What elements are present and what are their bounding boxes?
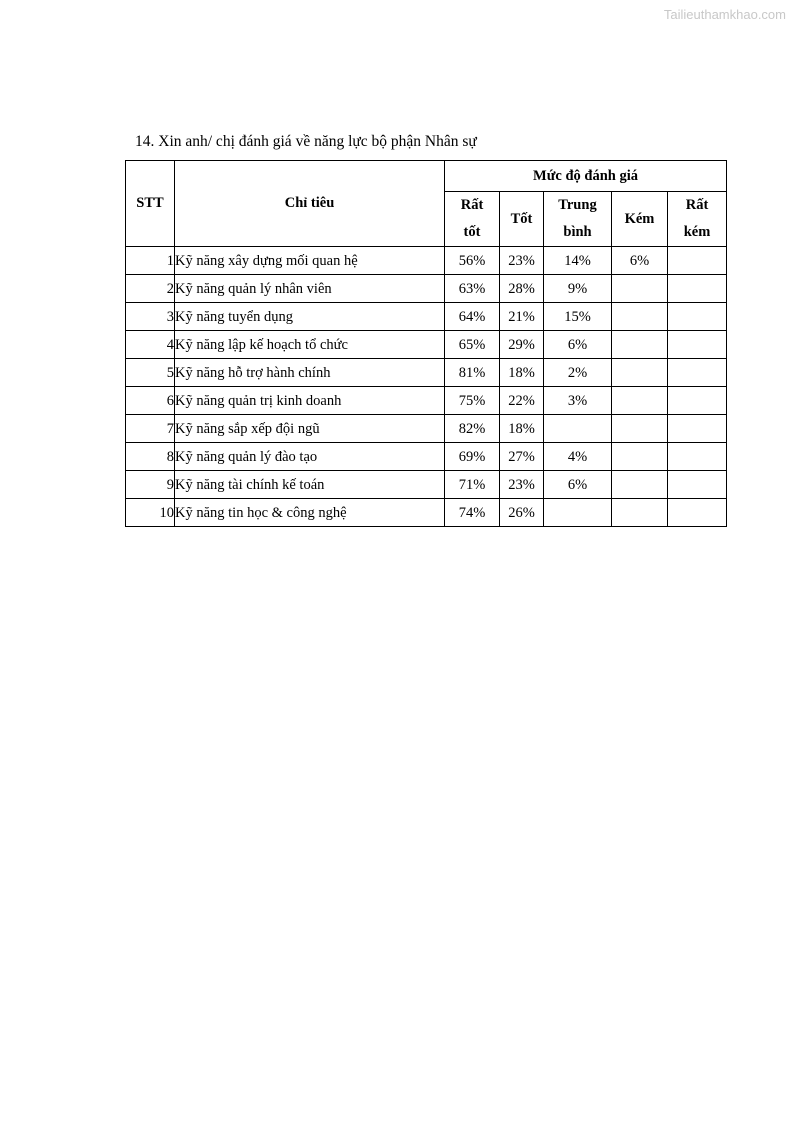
header-level-line: Trung (558, 197, 597, 213)
row-value (668, 331, 727, 359)
row-value (612, 415, 668, 443)
row-value: 69% (445, 443, 500, 471)
row-value (544, 499, 612, 527)
row-value: 23% (500, 247, 544, 275)
row-value (612, 499, 668, 527)
table-row (126, 331, 727, 359)
question-heading: 14. Xin anh/ chị đánh giá về năng lực bộ phận Nhân sự (135, 133, 477, 150)
row-criteria: Kỹ năng quản lý nhân viên (175, 275, 445, 303)
row-value: 71% (445, 471, 500, 499)
table-row (126, 275, 727, 303)
row-value (544, 415, 612, 443)
header-level-good (500, 192, 544, 247)
row-criteria: Kỹ năng tuyển dụng (175, 303, 445, 331)
row-criteria: Kỹ năng quản trị kinh doanh (175, 387, 445, 415)
row-value: 2% (544, 359, 612, 387)
header-level-line: kém (683, 224, 711, 240)
header-level-line: Rất (685, 197, 709, 213)
header-row-group (126, 161, 727, 192)
row-stt: 9 (126, 471, 175, 499)
row-value (668, 275, 727, 303)
row-value: 21% (500, 303, 544, 331)
header-level-very-poor (668, 192, 727, 247)
row-criteria: Kỹ năng tài chính kế toán (175, 471, 445, 499)
row-value (668, 443, 727, 471)
row-value (668, 303, 727, 331)
row-stt: 7 (126, 415, 175, 443)
row-value: 26% (500, 499, 544, 527)
row-value: 18% (500, 359, 544, 387)
row-stt: 8 (126, 443, 175, 471)
header-level-poor (612, 192, 668, 247)
row-value (668, 247, 727, 275)
row-value (612, 471, 668, 499)
row-value: 9% (544, 275, 612, 303)
header-level-line: tốt (463, 224, 481, 240)
row-value: 29% (500, 331, 544, 359)
table-row (126, 415, 727, 443)
header-stt: STT (126, 161, 175, 247)
evaluation-table (125, 160, 727, 527)
row-stt: 10 (126, 499, 175, 527)
header-level-line: Rất (460, 197, 484, 213)
row-value: 18% (500, 415, 544, 443)
row-criteria: Kỹ năng lập kế hoạch tổ chức (175, 331, 445, 359)
row-value: 75% (445, 387, 500, 415)
row-value: 63% (445, 275, 500, 303)
row-value: 56% (445, 247, 500, 275)
row-value: 14% (544, 247, 612, 275)
header-level-line: Kém (624, 210, 655, 227)
row-stt: 5 (126, 359, 175, 387)
row-value: 22% (500, 387, 544, 415)
header-level-very-good (445, 192, 500, 247)
row-criteria: Kỹ năng hỗ trợ hành chính (175, 359, 445, 387)
row-stt: 4 (126, 331, 175, 359)
row-stt: 3 (126, 303, 175, 331)
row-value: 27% (500, 443, 544, 471)
row-value (668, 387, 727, 415)
row-value (612, 359, 668, 387)
table-row (126, 443, 727, 471)
row-stt: 2 (126, 275, 175, 303)
row-criteria: Kỹ năng xây dựng mối quan hệ (175, 247, 445, 275)
row-value (612, 387, 668, 415)
table-row (126, 387, 727, 415)
row-value: 28% (500, 275, 544, 303)
row-value (612, 303, 668, 331)
row-value (668, 359, 727, 387)
row-value (612, 331, 668, 359)
row-value: 23% (500, 471, 544, 499)
header-criteria: Chỉ tiêu (175, 161, 445, 247)
row-value: 6% (544, 331, 612, 359)
row-value: 65% (445, 331, 500, 359)
header-level-average (544, 192, 612, 247)
row-value (668, 471, 727, 499)
header-level-line: Tốt (510, 210, 533, 227)
header-rating-level: Mức độ đánh giá (445, 161, 727, 192)
table-row (126, 303, 727, 331)
row-value: 64% (445, 303, 500, 331)
row-value (668, 499, 727, 527)
table-row (126, 247, 727, 275)
row-value: 74% (445, 499, 500, 527)
row-value: 4% (544, 443, 612, 471)
row-value (612, 443, 668, 471)
row-value (612, 275, 668, 303)
header-level-line: bình (563, 224, 592, 240)
row-value: 82% (445, 415, 500, 443)
table-row (126, 471, 727, 499)
row-value: 81% (445, 359, 500, 387)
row-criteria: Kỹ năng tin học & công nghệ (175, 499, 445, 527)
row-value: 6% (612, 247, 668, 275)
watermark: Tailieuthamkhao.com (663, 7, 786, 22)
row-criteria: Kỹ năng sắp xếp đội ngũ (175, 415, 445, 443)
row-criteria: Kỹ năng quản lý đào tạo (175, 443, 445, 471)
table-body (126, 247, 727, 527)
row-stt: 6 (126, 387, 175, 415)
row-value: 15% (544, 303, 612, 331)
row-value: 3% (544, 387, 612, 415)
table-row (126, 359, 727, 387)
table-row (126, 499, 727, 527)
row-value (668, 415, 727, 443)
row-value: 6% (544, 471, 612, 499)
row-stt: 1 (126, 247, 175, 275)
